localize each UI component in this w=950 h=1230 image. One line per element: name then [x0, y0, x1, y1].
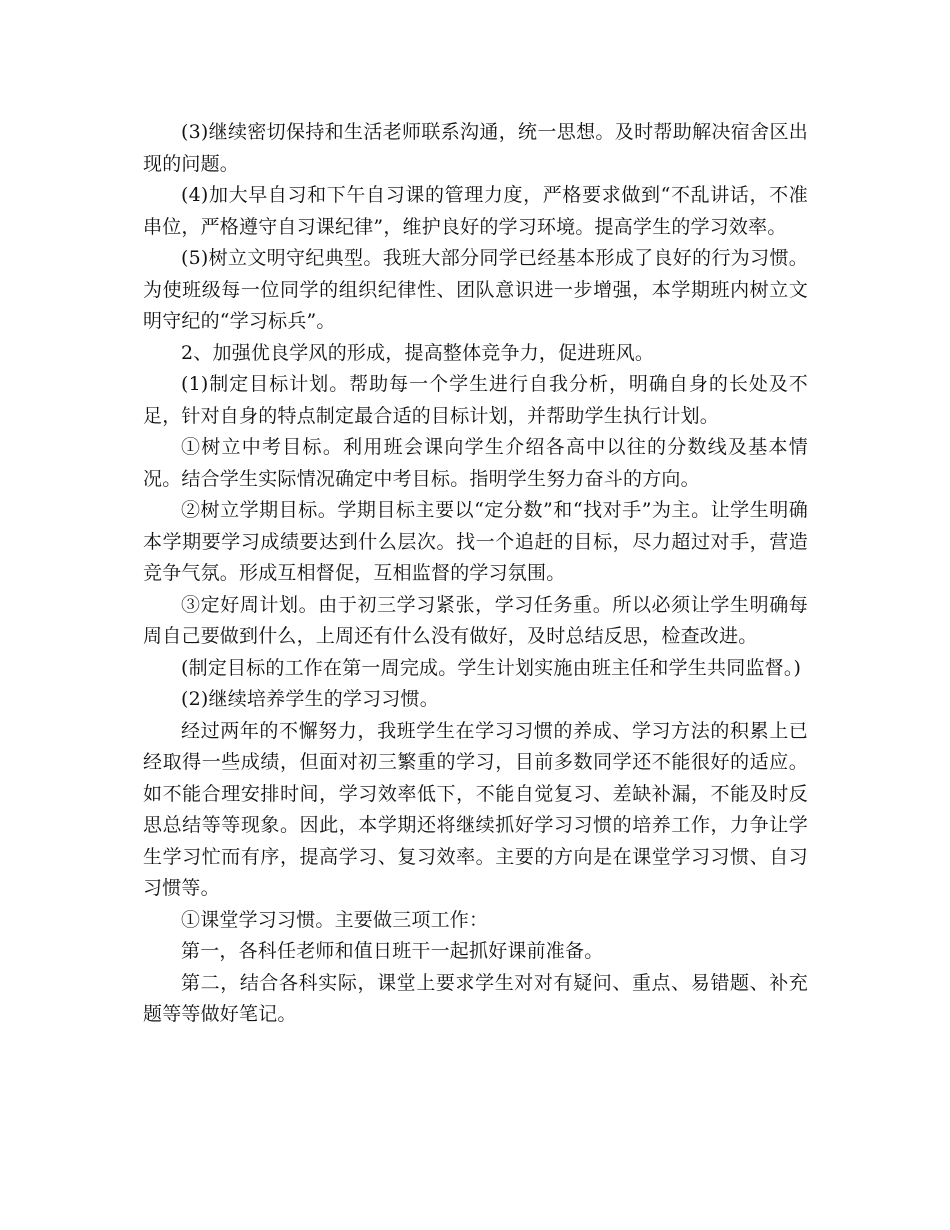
paragraph-goal-note: (制定目标的工作在第一周完成。学生计划实施由班主任和学生共同监督。): [181, 656, 802, 679]
paragraph-item-first: 第一，各科任老师和值日班干一起抓好课前准备。: [181, 940, 604, 962]
paragraph-study-habits-heading: (2)继续培养学生的学习习惯。: [181, 688, 439, 710]
paragraph-classroom-habits: ①课堂学习习惯。主要做三项工作：: [181, 908, 489, 931]
paragraph-study-habits-detail: 经过两年的不懈努力，我班学生在学习习惯的养成、学习方法的积累上已经取得一些成绩，但面对初三繁重的学习，目前多数同学还不能很好的适应。如不能合理安排时间，学习效率低下，不能自觉复习、差缺补漏，不能及时反思总结等等现象。因此，本学期还将继续抓好学习习惯的培养工作，力争让学生学习忙而有序，提高学习、复习效率。主要的方向是在课堂学习习惯、自习习惯等。: [143, 719, 808, 899]
paragraph-dorm-communication: (3)继续密切保持和生活老师联系沟通，统一思想。及时帮助解决宿舍区出现的问题。: [143, 121, 808, 175]
section-heading-study-style: 2、加强优良学风的形成，提高整体竞争力，促进班风。: [181, 341, 655, 364]
paragraph-item-second: 第二，结合各科实际，课堂上要求学生对对有疑问、重点、易错题、补充题等等做好笔记。: [143, 971, 808, 1025]
paragraph-self-study-management: (4)加大早自习和下午自习课的管理力度，严格要求做到“不乱讲话，不准串位，严格遵守自习课纪律”，维护良好的学习环境。提高学生的学习效率。: [143, 184, 808, 238]
document-body: [143, 117, 808, 1031]
paragraph-weekly-plan: ③定好周计划。由于初三学习紧张，学习任务重。所以必须让学生明确每周自己要做到什么，上周还有什么没有做好，及时总结反思，检查改进。: [143, 593, 808, 647]
paragraph-exam-goal: ①树立中考目标。利用班会课向学生介绍各高中以往的分数线及基本情况。结合学生实际情况确定中考目标。指明学生努力奋斗的方向。: [143, 436, 808, 490]
paragraph-semester-goal: ②树立学期目标。学期目标主要以“定分数”和“找对手”为主。让学生明确本学期要学习成绩要达到什么层次。找一个追赶的目标，尽力超过对手，营造竞争气氛。形成互相督促，互相监督的学习氛围。: [143, 499, 808, 584]
paragraph-goal-planning: (1)制定目标计划。帮助每一个学生进行自我分析，明确自身的长处及不足，针对自身的特点制定最合适的目标计划，并帮助学生执行计划。: [143, 373, 808, 427]
paragraph-role-models: (5)树立文明守纪典型。我班大部分同学已经基本形成了良好的行为习惯。为使班级每一位同学的组织纪律性、团队意识进一步增强，本学期班内树立文明守纪的“学习标兵”。: [143, 247, 808, 332]
